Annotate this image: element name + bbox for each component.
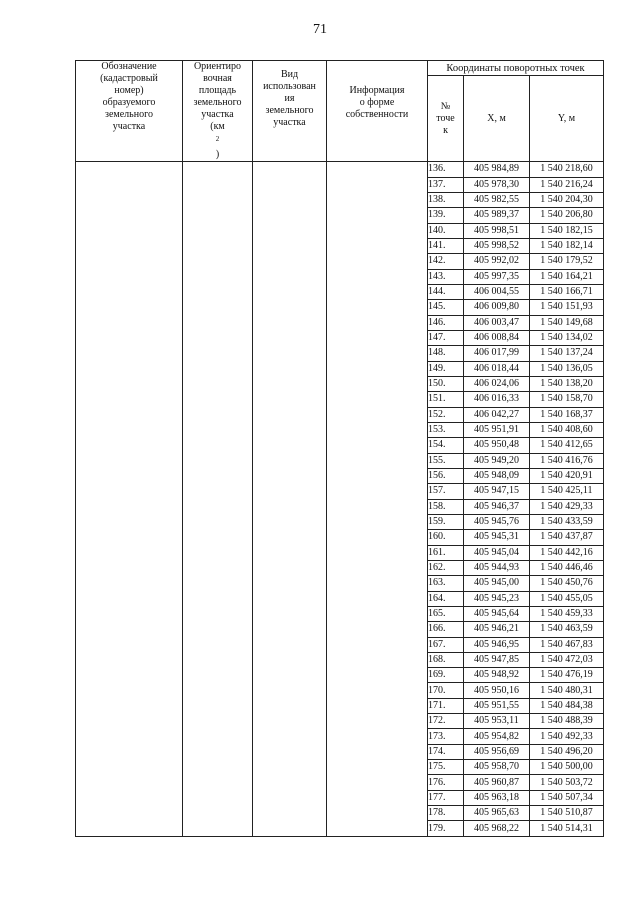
x-coordinate-cell: 406 009,80 xyxy=(464,300,530,315)
point-number-cell: 171. xyxy=(428,698,464,713)
x-coordinate-cell: 405 998,51 xyxy=(464,223,530,238)
y-coordinate-cell: 1 540 476,19 xyxy=(530,668,604,683)
x-coordinate-cell: 405 982,55 xyxy=(464,192,530,207)
point-number-cell: 173. xyxy=(428,729,464,744)
x-coordinate-cell: 405 968,22 xyxy=(464,821,530,836)
x-coordinate-cell: 405 950,16 xyxy=(464,683,530,698)
y-coordinate-cell: 1 540 459,33 xyxy=(530,606,604,621)
x-coordinate-cell: 406 017,99 xyxy=(464,346,530,361)
point-number-cell: 140. xyxy=(428,223,464,238)
x-coordinate-cell: 406 004,55 xyxy=(464,284,530,299)
y-coordinate-cell: 1 540 514,31 xyxy=(530,821,604,836)
point-number-cell: 154. xyxy=(428,438,464,453)
y-coordinate-cell: 1 540 216,24 xyxy=(530,177,604,192)
y-coordinate-cell: 1 540 488,39 xyxy=(530,714,604,729)
y-coordinate-cell: 1 540 408,60 xyxy=(530,422,604,437)
point-number-cell: 153. xyxy=(428,422,464,437)
point-number-cell: 169. xyxy=(428,668,464,683)
y-coordinate-cell: 1 540 446,46 xyxy=(530,560,604,575)
x-coordinate-cell: 405 950,48 xyxy=(464,438,530,453)
x-coordinate-cell: 405 954,82 xyxy=(464,729,530,744)
y-coordinate-cell: 1 540 138,20 xyxy=(530,376,604,391)
point-number-cell: 151. xyxy=(428,392,464,407)
y-coordinate-cell: 1 540 484,38 xyxy=(530,698,604,713)
y-coordinate-cell: 1 540 158,70 xyxy=(530,392,604,407)
point-number-cell: 146. xyxy=(428,315,464,330)
x-coordinate-cell: 405 949,20 xyxy=(464,453,530,468)
x-coordinate-cell: 406 008,84 xyxy=(464,330,530,345)
point-number-cell: 160. xyxy=(428,530,464,545)
y-coordinate-cell: 1 540 412,65 xyxy=(530,438,604,453)
y-coordinate-cell: 1 540 492,33 xyxy=(530,729,604,744)
x-coordinate-cell: 405 992,02 xyxy=(464,254,530,269)
point-number-cell: 161. xyxy=(428,545,464,560)
usage-type-cell xyxy=(253,162,327,836)
point-number-cell: 163. xyxy=(428,576,464,591)
y-coordinate-cell: 1 540 510,87 xyxy=(530,806,604,821)
point-number-cell: 177. xyxy=(428,790,464,805)
x-coordinate-cell: 405 948,09 xyxy=(464,468,530,483)
point-number-cell: 142. xyxy=(428,254,464,269)
point-number-cell: 162. xyxy=(428,560,464,575)
y-header: Y, м xyxy=(530,76,604,162)
x-header: X, м xyxy=(464,76,530,162)
y-coordinate-cell: 1 540 206,80 xyxy=(530,208,604,223)
point-number-cell: 166. xyxy=(428,622,464,637)
y-coordinate-cell: 1 540 168,37 xyxy=(530,407,604,422)
point-number-cell: 174. xyxy=(428,744,464,759)
point-number-header: № точе к xyxy=(428,76,464,162)
x-coordinate-cell: 406 024,06 xyxy=(464,376,530,391)
point-number-cell: 148. xyxy=(428,346,464,361)
y-coordinate-cell: 1 540 149,68 xyxy=(530,315,604,330)
point-number-cell: 178. xyxy=(428,806,464,821)
point-number-cell: 137. xyxy=(428,177,464,192)
y-coordinate-cell: 1 540 136,05 xyxy=(530,361,604,376)
y-coordinate-cell: 1 540 480,31 xyxy=(530,683,604,698)
x-coordinate-cell: 405 944,93 xyxy=(464,560,530,575)
x-coordinate-cell: 405 945,04 xyxy=(464,545,530,560)
x-coordinate-cell: 405 956,69 xyxy=(464,744,530,759)
x-coordinate-cell: 406 042,27 xyxy=(464,407,530,422)
x-coordinate-cell: 405 945,76 xyxy=(464,514,530,529)
x-coordinate-cell: 405 945,64 xyxy=(464,606,530,621)
point-number-cell: 147. xyxy=(428,330,464,345)
y-coordinate-cell: 1 540 164,21 xyxy=(530,269,604,284)
y-coordinate-cell: 1 540 204,30 xyxy=(530,192,604,207)
y-coordinate-cell: 1 540 420,91 xyxy=(530,468,604,483)
y-coordinate-cell: 1 540 166,71 xyxy=(530,284,604,299)
usage-type-header: Вид использован ия земельного участка xyxy=(253,61,327,162)
point-number-cell: 145. xyxy=(428,300,464,315)
x-coordinate-cell: 405 963,18 xyxy=(464,790,530,805)
y-coordinate-cell: 1 540 500,00 xyxy=(530,760,604,775)
point-number-cell: 159. xyxy=(428,514,464,529)
y-coordinate-cell: 1 540 433,59 xyxy=(530,514,604,529)
y-coordinate-cell: 1 540 507,34 xyxy=(530,790,604,805)
y-coordinate-cell: 1 540 151,93 xyxy=(530,300,604,315)
point-number-cell: 139. xyxy=(428,208,464,223)
y-coordinate-cell: 1 540 179,52 xyxy=(530,254,604,269)
x-coordinate-cell: 406 016,33 xyxy=(464,392,530,407)
x-coordinate-cell: 405 948,92 xyxy=(464,668,530,683)
point-number-cell: 172. xyxy=(428,714,464,729)
point-number-cell: 164. xyxy=(428,591,464,606)
ownership-cell xyxy=(327,162,428,836)
point-number-cell: 156. xyxy=(428,468,464,483)
y-coordinate-cell: 1 540 182,15 xyxy=(530,223,604,238)
point-number-cell: 149. xyxy=(428,361,464,376)
x-coordinate-cell: 405 947,15 xyxy=(464,484,530,499)
point-number-cell: 158. xyxy=(428,499,464,514)
x-coordinate-cell: 405 951,91 xyxy=(464,422,530,437)
x-coordinate-cell: 405 960,87 xyxy=(464,775,530,790)
area-cell xyxy=(183,162,253,836)
x-coordinate-cell: 405 958,70 xyxy=(464,760,530,775)
y-coordinate-cell: 1 540 467,83 xyxy=(530,637,604,652)
x-coordinate-cell: 405 984,89 xyxy=(464,162,530,177)
x-coordinate-cell: 405 989,37 xyxy=(464,208,530,223)
x-coordinate-cell: 405 998,52 xyxy=(464,238,530,253)
x-coordinate-cell: 405 997,35 xyxy=(464,269,530,284)
y-coordinate-cell: 1 540 137,24 xyxy=(530,346,604,361)
point-number-cell: 138. xyxy=(428,192,464,207)
point-number-cell: 170. xyxy=(428,683,464,698)
y-coordinate-cell: 1 540 503,72 xyxy=(530,775,604,790)
coords-group-header: Координаты поворотных точек xyxy=(428,61,604,76)
x-coordinate-cell: 405 946,37 xyxy=(464,499,530,514)
y-coordinate-cell: 1 540 218,60 xyxy=(530,162,604,177)
y-coordinate-cell: 1 540 496,20 xyxy=(530,744,604,759)
x-coordinate-cell: 405 953,11 xyxy=(464,714,530,729)
point-number-cell: 143. xyxy=(428,269,464,284)
point-number-cell: 136. xyxy=(428,162,464,177)
y-coordinate-cell: 1 540 472,03 xyxy=(530,652,604,667)
y-coordinate-cell: 1 540 463,59 xyxy=(530,622,604,637)
x-coordinate-cell: 406 018,44 xyxy=(464,361,530,376)
x-coordinate-cell: 405 945,23 xyxy=(464,591,530,606)
x-coordinate-cell: 405 965,63 xyxy=(464,806,530,821)
y-coordinate-cell: 1 540 455,05 xyxy=(530,591,604,606)
point-number-cell: 157. xyxy=(428,484,464,499)
page-number: 71 xyxy=(313,22,327,37)
y-coordinate-cell: 1 540 182,14 xyxy=(530,238,604,253)
x-coordinate-cell: 405 945,00 xyxy=(464,576,530,591)
point-number-cell: 152. xyxy=(428,407,464,422)
point-number-cell: 165. xyxy=(428,606,464,621)
y-coordinate-cell: 1 540 442,16 xyxy=(530,545,604,560)
point-number-cell: 175. xyxy=(428,760,464,775)
point-number-cell: 176. xyxy=(428,775,464,790)
point-number-cell: 150. xyxy=(428,376,464,391)
table-row xyxy=(76,162,604,177)
x-coordinate-cell: 405 947,85 xyxy=(464,652,530,667)
x-coordinate-cell: 405 978,30 xyxy=(464,177,530,192)
point-number-cell: 141. xyxy=(428,238,464,253)
point-number-cell: 144. xyxy=(428,284,464,299)
y-coordinate-cell: 1 540 425,11 xyxy=(530,484,604,499)
area-header: Ориентиро вочная площадь земельного участка (км $^2$ ) xyxy=(183,61,253,162)
x-coordinate-cell: 405 945,31 xyxy=(464,530,530,545)
y-coordinate-cell: 1 540 429,33 xyxy=(530,499,604,514)
x-coordinate-cell: 405 946,21 xyxy=(464,622,530,637)
ownership-header: Информация о форме собственности xyxy=(327,61,428,162)
point-number-cell: 168. xyxy=(428,652,464,667)
designation-cell xyxy=(76,162,183,836)
x-coordinate-cell: 405 946,95 xyxy=(464,637,530,652)
x-coordinate-cell: 406 003,47 xyxy=(464,315,530,330)
y-coordinate-cell: 1 540 437,87 xyxy=(530,530,604,545)
y-coordinate-cell: 1 540 450,76 xyxy=(530,576,604,591)
point-number-cell: 179. xyxy=(428,821,464,836)
point-number-cell: 155. xyxy=(428,453,464,468)
designation-header: Обозначение (кадастровый номер) образуемого земельного участка xyxy=(76,61,183,162)
y-coordinate-cell: 1 540 134,02 xyxy=(530,330,604,345)
coordinates-table xyxy=(75,60,604,837)
y-coordinate-cell: 1 540 416,76 xyxy=(530,453,604,468)
x-coordinate-cell: 405 951,55 xyxy=(464,698,530,713)
point-number-cell: 167. xyxy=(428,637,464,652)
